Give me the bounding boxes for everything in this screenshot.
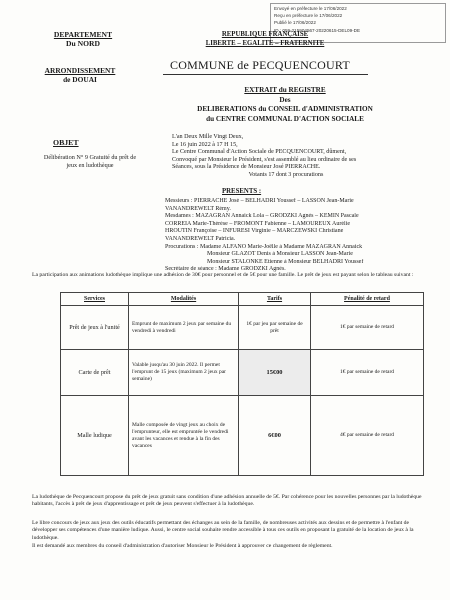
arrondissement-title: ARRONDISSEMENT xyxy=(44,66,116,75)
extrait-line: DELIBERATIONS du CONSEIL d'ADMINISTRATION xyxy=(197,105,373,114)
extrait-heading xyxy=(150,86,420,124)
present-line: HROUTIN Françoise – INFURESI Virginie – MARCZEWSKI Christiane xyxy=(165,228,344,235)
column-header-tarifs: Tarifs xyxy=(239,293,311,306)
cell-modalites: Valable jusqu'au 30 juin 2022. Il permet l'emprunt de 15 jeux (maximum 2 jeux par semaine) xyxy=(129,350,239,396)
republic-block xyxy=(200,30,330,48)
paragraph-motivation: Le libre concours de jeux aux jeux des outils éducatifs permettant des échanges au sein de la famille, de nombreuses activités aux dessins et de permettre à l'enfant de développer ses compétences d'une manière ludique. Aussi, le centre social souhaite rendre accessible à tous ces outils en proposant la gratuité de la location de jeux à la ludothèque. xyxy=(32,520,414,541)
intro-votants: Votants 17 dont 3 procurations xyxy=(248,171,324,178)
present-line: Messieurs : PIERRACHE José – BELHADRI Youssef – LASSON Jean-Marie xyxy=(165,198,354,204)
cell-penalite: 4€ par semaine de retard xyxy=(311,396,424,476)
department-block xyxy=(38,30,128,48)
arrondissement-block xyxy=(32,66,128,84)
present-line: Monsieur STALONKE Etienne à Monsieur BELHADRI Youssef xyxy=(207,258,364,265)
cell-modalites: Emprunt de maximum 2 jeux par semaine du vendredi à vendredi xyxy=(129,306,239,350)
intro-line: Convoqué par Monsieur le Président, s'est assemblé au lieu ordinaire de ses xyxy=(172,156,357,163)
cell-service: Malle ludique xyxy=(61,396,129,476)
presents-list xyxy=(165,198,410,274)
intro-line: Le Centre Communal d'Action Sociale de PECQUENCOURT, dûment, xyxy=(172,149,347,156)
paragraph-gratuite: La ludothèque de Pecquencourt propose du prêt de jeux gratuit sans condition d'une adhésion annuelle de 5€. Par cohérence pour les nouvelles personnes par la ludothèque habitants, l'accès à prêt de jeux d'apprentissage et prêt de jeux peuvent s'effectuer à la ludothèque. xyxy=(32,494,422,508)
column-header-modalites: Modalités xyxy=(129,293,239,306)
stamp-line: ID : 059-215904567-20220615-DEL09-DE xyxy=(274,27,361,33)
table-row xyxy=(61,396,424,476)
commune-title: COMMUNE de PECQUENCOURT xyxy=(170,58,350,72)
extrait-line: EXTRAIT du REGISTRE xyxy=(244,86,326,94)
cell-service: Prêt de jeux à l'unité xyxy=(61,306,129,350)
session-intro xyxy=(172,134,400,180)
stamp-line: Reçu en préfecture le 17/06/2022 xyxy=(274,13,343,19)
republic-title: REPUBLIQUE FRANÇAISE xyxy=(221,31,309,38)
cell-service: Carte de prêt xyxy=(61,350,129,396)
cell-penalite: 1€ par semaine de retard xyxy=(311,350,424,396)
cell-tarif: 1€ par jeu par semaine de prêt xyxy=(239,306,311,350)
objet-label: OBJET xyxy=(53,138,79,147)
arrondissement-name: de DOUAI xyxy=(63,75,97,84)
table-row xyxy=(61,350,424,396)
department-name: Du NORD xyxy=(66,39,100,48)
present-line: Secrétaire de séance : Madame GRODZKI Agnès. xyxy=(165,266,286,273)
present-line: Procurations : Madame ALFANO Marie-Joëlle à Madame MAZAGRAN Annaick xyxy=(165,243,363,250)
cell-tarif: 15€00 xyxy=(239,350,311,396)
cell-modalites: Malle composée de vingt jeux au choix de l'emprunteur, elle est empruntée le vendredi avant les vacances et rendue à la fin des vacances xyxy=(129,396,239,476)
present-line: VANANDREWELT Rémy. xyxy=(165,205,231,212)
column-header-penalite: Pénalité de retard xyxy=(311,293,424,306)
cell-tarif: 6€00 xyxy=(239,396,311,476)
intro-line: L'an Deux Mille Vingt Deux, xyxy=(172,134,244,140)
table-row xyxy=(61,306,424,350)
extrait-line: Des xyxy=(279,95,291,104)
paragraph-decision: Il est demandé aux membres du conseil d'administration d'autoriser Monsieur le Président à approuver ce changement de règlement. xyxy=(32,543,333,549)
present-line: VANANDREWELT Patricia. xyxy=(165,235,236,242)
cell-penalite: 1€ par semaine de retard xyxy=(311,306,424,350)
department-title: DEPARTEMENT xyxy=(53,30,113,39)
paragraph-participation: La participation aux animations ludothèque implique une adhésion de 30€ pour personnel et de 5€ pour une famille. Le prêt de jeux est payant selon le tableau suivant : xyxy=(32,272,414,278)
republic-motto: LIBERTE – EGALITE – FRATERNITE xyxy=(205,40,325,47)
stamp-line: Envoyé en préfecture le 17/06/2022 xyxy=(274,6,347,11)
intro-line: Le 16 juin 2022 à 17 H 15, xyxy=(172,141,238,148)
present-line: CORREIA Marie-Thérèse – FROMONT Fabienne – LAMOUREUX Aurélie xyxy=(165,220,351,227)
intro-line: Séances, sous la Présidence de Monsieur José PIERRACHE. xyxy=(172,164,321,171)
extrait-line: du CENTRE COMMUNAL D'ACTION SOCIALE xyxy=(206,114,364,123)
table-header-row xyxy=(61,293,424,306)
column-header-services: Services xyxy=(61,293,129,306)
present-line: Monsieur GLAZOT Denis à Monsieur LASSON Jean-Marie xyxy=(207,251,353,258)
presents-heading: PRESENTS : xyxy=(222,188,262,195)
stamp-line: Publié le 17/06/2022 xyxy=(274,20,316,26)
tarifs-table xyxy=(60,292,424,476)
present-line: Mesdames : MAZAGRAN Annaick Lola – GRODZKI Agnès – KEMIN Pascale xyxy=(165,213,359,220)
title-divider xyxy=(163,74,368,75)
objet-text: Délibération N° 9 Gratuité du prêt de jeux en ludothèque xyxy=(43,154,137,169)
